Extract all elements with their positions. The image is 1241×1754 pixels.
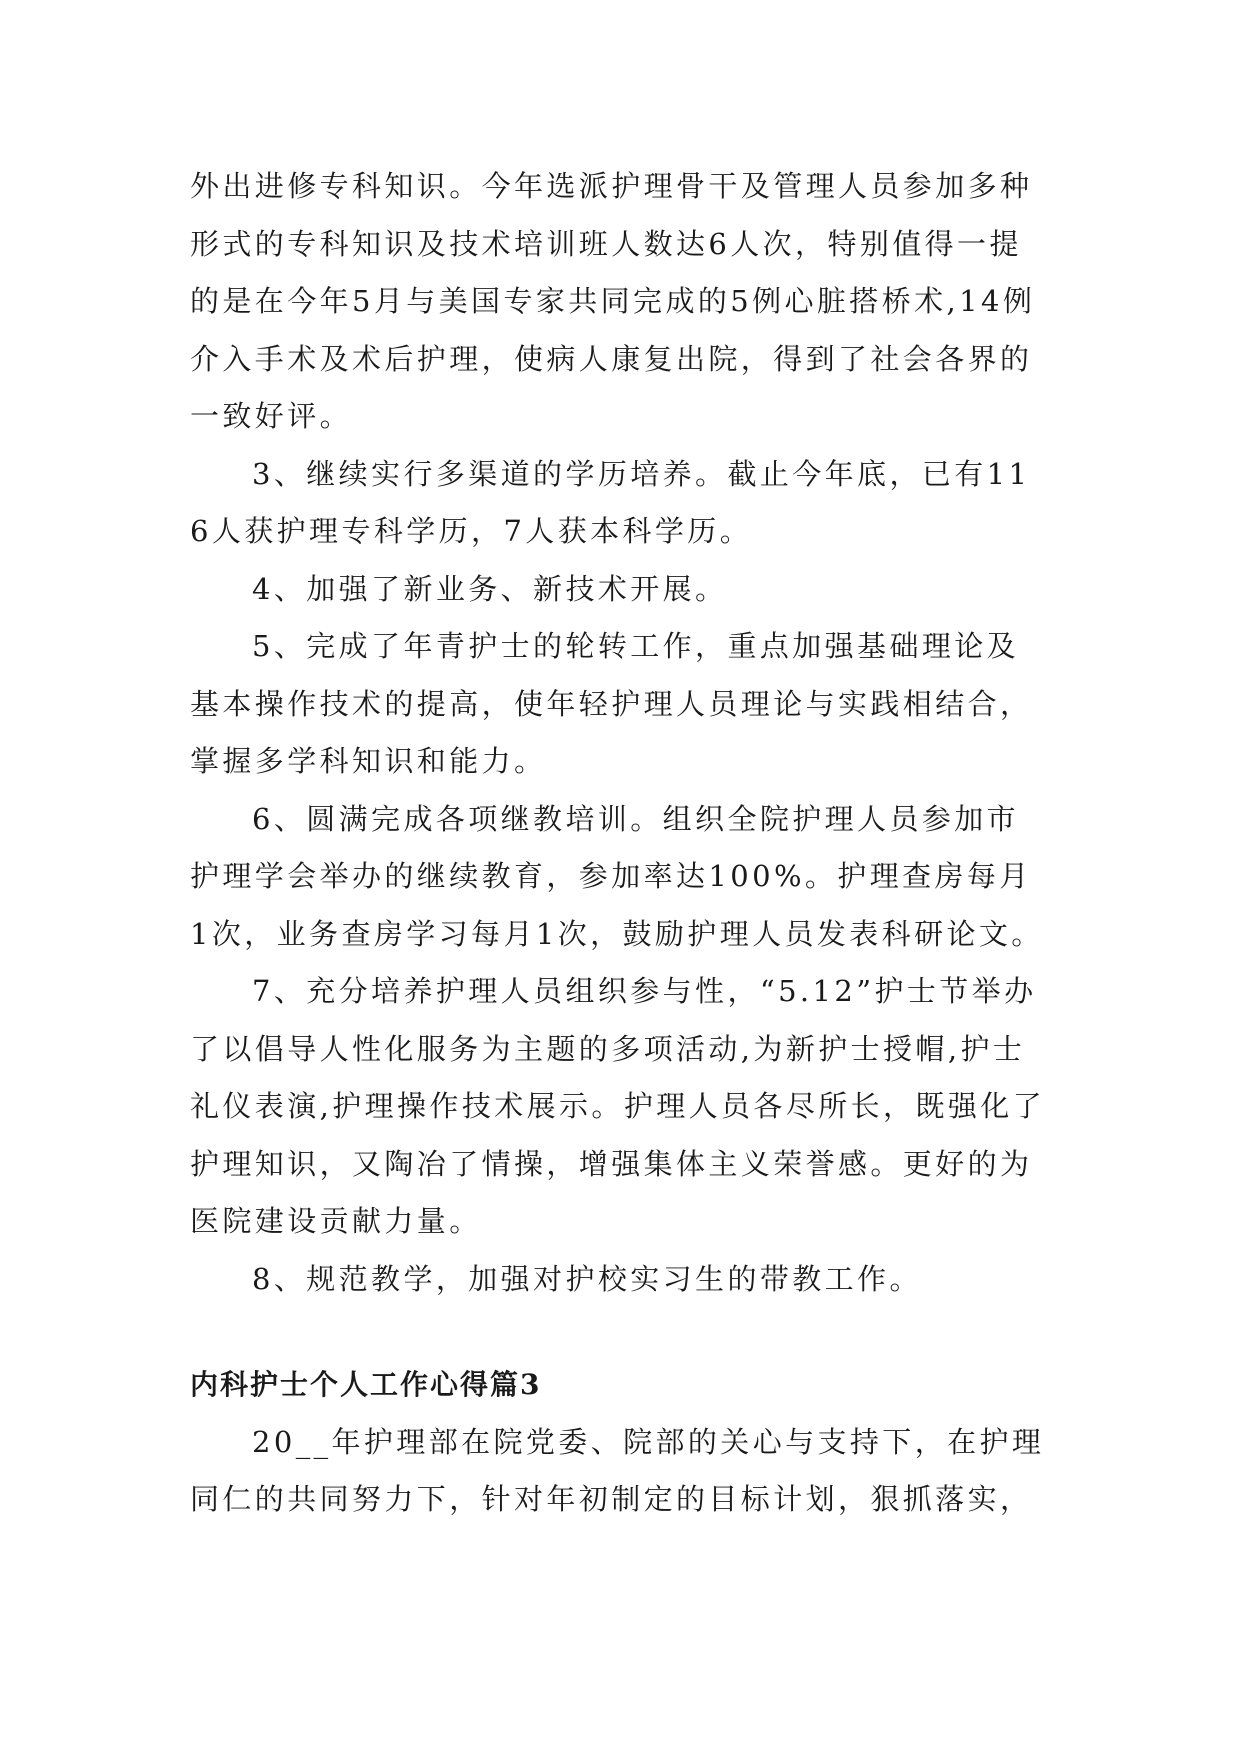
paragraph-item-5: 5、完成了年青护士的轮转工作，重点加强基础理论及基本操作技术的提高，使年轻护理人员理论与实践相结合，掌握多学科知识和能力。 bbox=[190, 629, 1033, 778]
paragraph-item-8: 8、规范教学，加强对护校实习生的带教工作。 bbox=[252, 1261, 922, 1296]
paragraph-continuation: 外出进修专科知识。今年选派护理骨干及管理人员参加多种形式的专科知识及技术培训班人数达6人次，特别值得一提的是在今年5月与美国专家共同完成的5例心脏搭桥术,14例介入手术及术后护理，使病人康复出院，得到了社会各界的一致好评。 bbox=[190, 169, 1036, 433]
document-page bbox=[190, 158, 1050, 1529]
paragraph-item-6: 6、圆满完成各项继教培训。组织全院护理人员参加市护理学会举办的继续教育，参加率达100%。护理查房每月1次，业务查房学习每月1次，鼓励护理人员发表科研论文。 bbox=[190, 801, 1044, 951]
paragraph-item-4: 4、加强了新业务、新技术开展。 bbox=[252, 571, 728, 606]
paragraph-item-7: 7、充分培养护理人员组织参与性，“5.12”护士节举办了以倡导人性化服务为主题的多项活动,为新护士授帽,护士礼仪表演,护理操作技术展示。护理人员各尽所长，既强化了护理知识，又陶冶了情操，增强集体主义荣誉感。更好的为医院建设贡献力量。 bbox=[190, 974, 1046, 1238]
section-paragraph: 20__年护理部在院党委、院部的关心与支持下，在护理同仁的共同努力下，针对年初制定的目标计划，狠抓落实， bbox=[190, 1424, 1045, 1516]
paragraph-item-3: 3、继续实行多渠道的学历培养。截止今年底，已有116人获护理专科学历，7人获本科学历。 bbox=[190, 456, 1031, 548]
section-heading: 内科护士个人工作心得篇3 bbox=[190, 1368, 542, 1401]
